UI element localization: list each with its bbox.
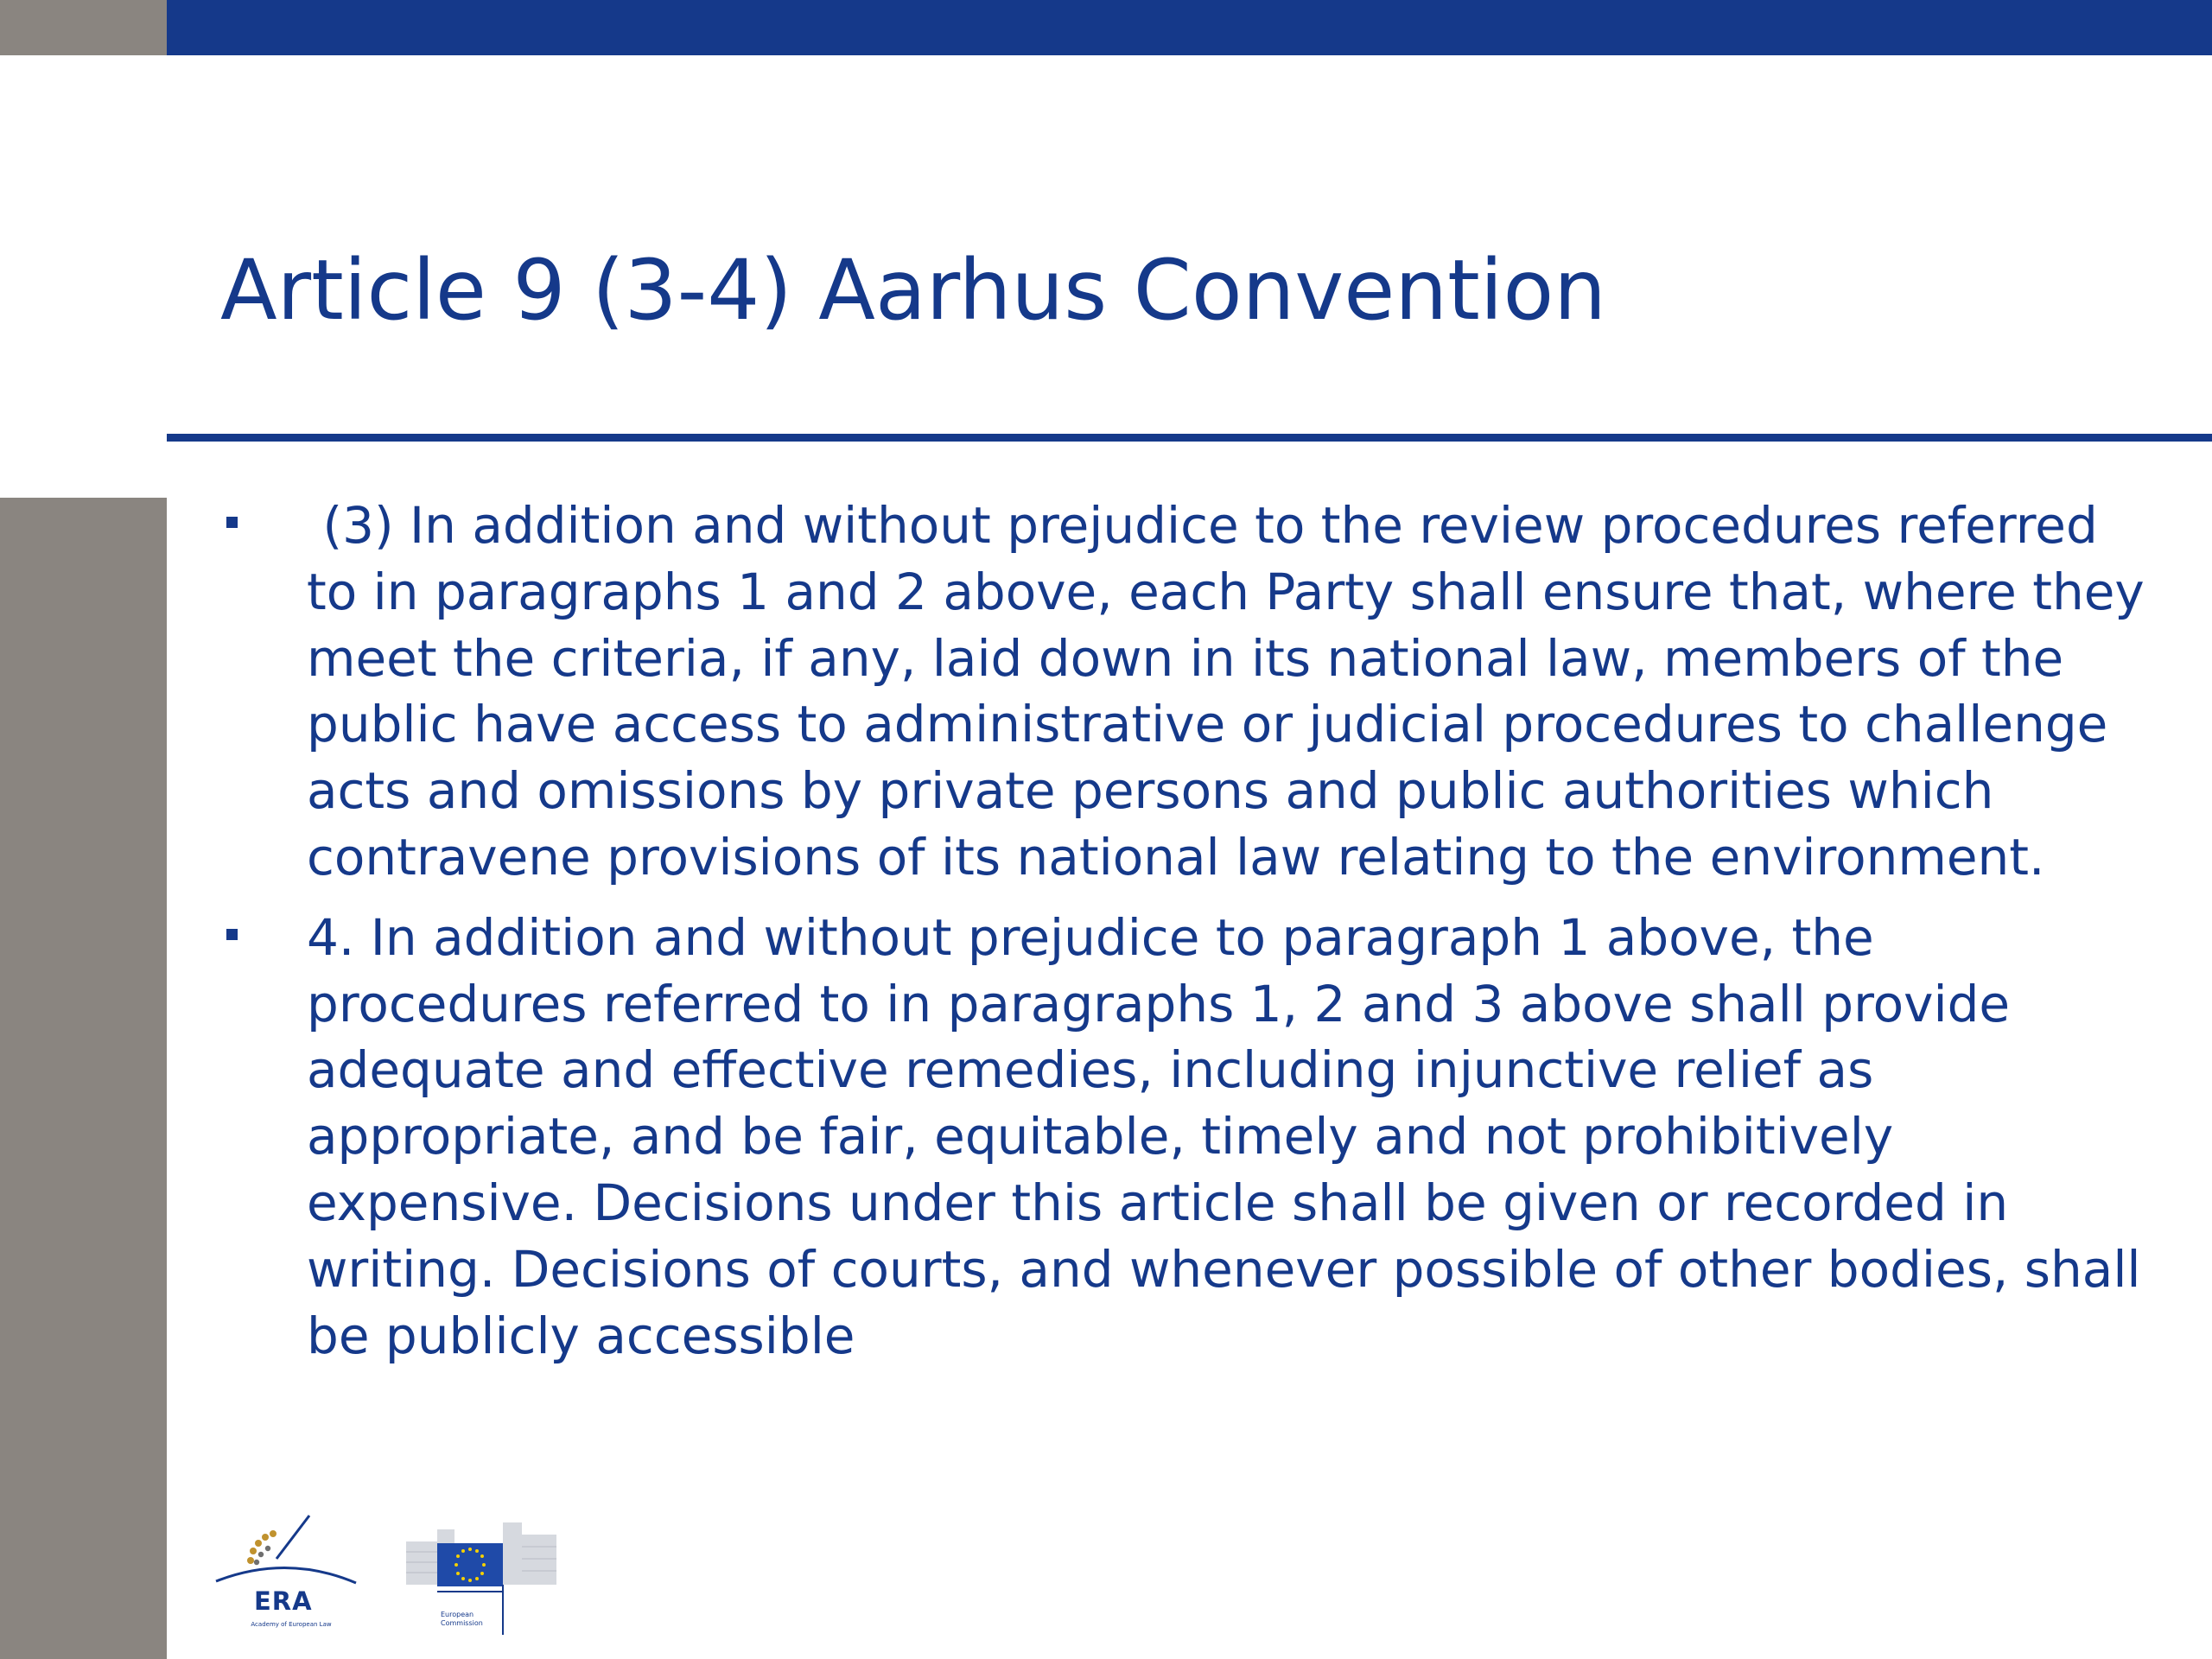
side-gray-bar — [0, 498, 167, 1659]
title-divider — [167, 434, 2212, 442]
european-commission-logo — [406, 1517, 562, 1638]
top-blue-bar — [167, 0, 2212, 55]
bullet-item — [226, 905, 2153, 1370]
era-logo-text: ERA — [254, 1586, 313, 1616]
european-commission-text: European Commission — [441, 1611, 483, 1627]
square-bullet-icon — [226, 929, 238, 940]
era-logo — [207, 1510, 367, 1642]
footer-logos — [207, 1510, 570, 1642]
slide-title: Article 9 (3-4) Aarhus Convention — [220, 242, 1607, 339]
bullet-text: (3) In addition and without prejudice to the review procedures referred to in paragraphs 1 and 2 above, each Party shall ensure that, where they meet the criteria, if any, laid down in its national law, members of the public have access to administrative or judicial procedures to challenge acts and omissions by private persons and public authorities which contravene provisions of its national law relating to the environment. — [307, 496, 2161, 887]
era-logo-subtitle: Academy of European Law — [251, 1621, 332, 1628]
bullet-text: 4. In addition and without prejudice to paragraph 1 above, the procedures referred to in paragraphs 1, 2 and 3 above shall provide adequate and effective remedies, including injunctive relief as appropriate, and be fair, equitable, timely and not prohibitively expensive. Decisions under this article shall be given or recorded in writing. Decisions of courts, and whenever possible of other bodies, shall be publicly accessible — [307, 907, 2141, 1365]
top-gray-bar — [0, 0, 167, 55]
square-bullet-icon — [226, 517, 238, 528]
bullet-item — [226, 493, 2161, 891]
bullet-list — [226, 493, 2161, 1369]
